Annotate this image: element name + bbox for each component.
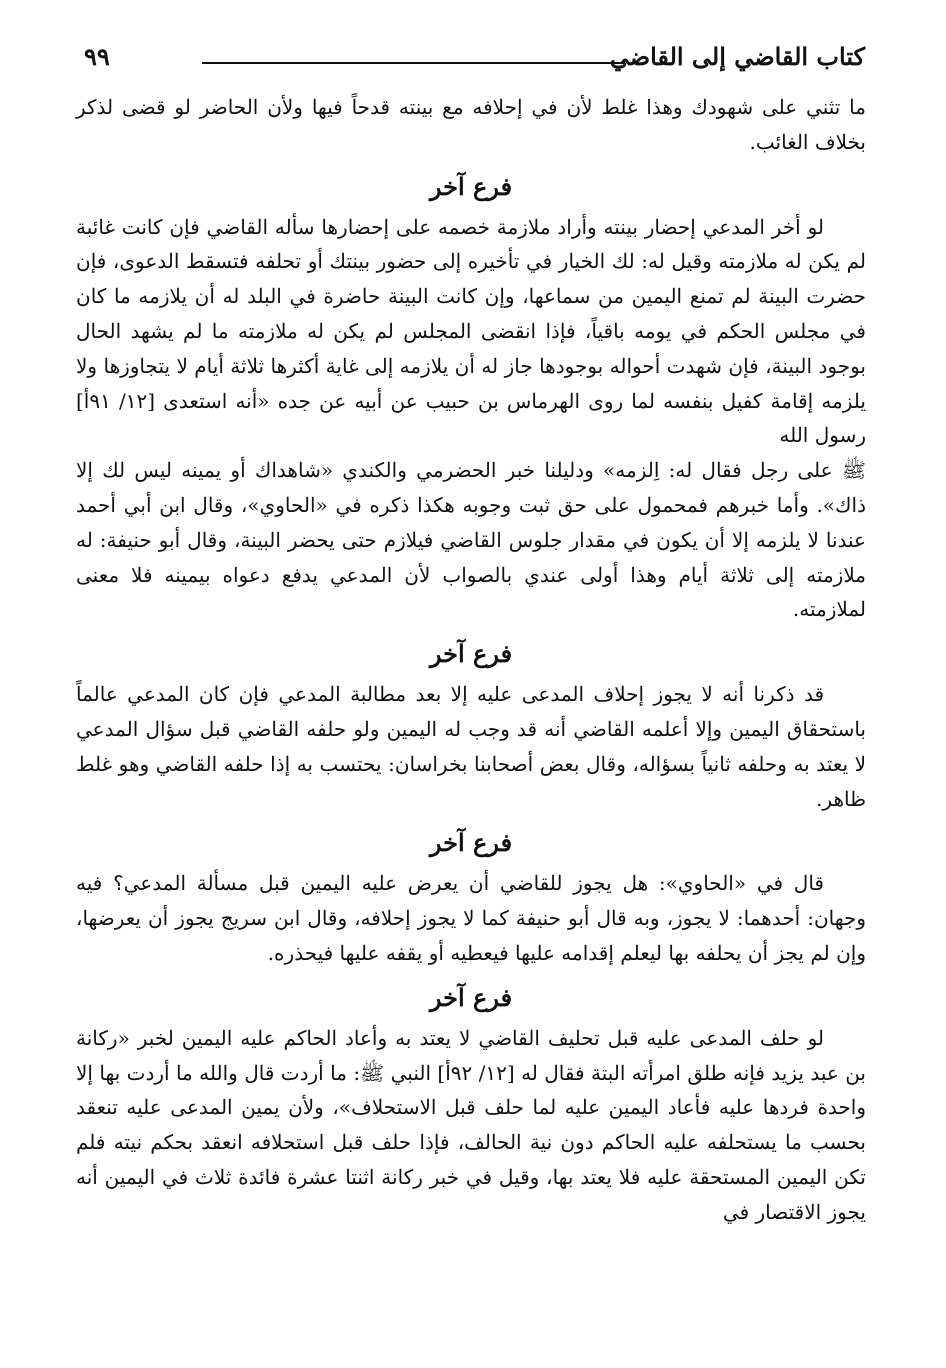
paragraph: لو أخر المدعي إحضار بينته وأراد ملازمة خصمه على إحضارها سأله القاضي فإن كانت غائبة لم يكن له ملازمته وقيل له: لك الخيار في تأخيره إلى حضور بينتك أو تحلفه فتسقط الدعوى، فإن حضرت البينة لم تمنع اليمين من سماعها، وإن كانت البينة حاضرة في البلد له أن يلازمه ما كان في مجلس الحكم في يومه باقياً، فإذا انقضى المجلس لم يكن له ملازمته ما لم يشهد الحال بوجود البينة، فإن شهدت أحواله بوجودها جاز له أن يلازمه إلى غاية أكثرها ثلاثة أيام لا يتجاوزها ولا يلزمه إقامة كفيل بنفسه لما روى الهرماس بن حبيب عن أبيه عن جده «أنه استعدى [١٢/ ٩١أ] رسول الله [76,214,867,448]
paragraph: لو حلف المدعى عليه قبل تحليف القاضي لا يعتد به وأعاد الحاكم عليه اليمين لخبر «ركانة بن عبد يزيد فإنه طلق امرأته البتة فقال له [١٢/ ٩٢أ] النبي ﷺ: ما أردت قال والله ما أردت بها إلا واحدة فردها عليه فأعاد اليمين عليه لما حلف قبل الاستحلاف»، ولأن يمين المدعى عليه تنعقد بحسب ما يستحلفه عليه الحاكم دون نية الحالف، فإذا حلف قبل استحلافه انعقد بحكم نيته فلم تكن اليمين المستحقة عليه فلا يعتد بها، وقيل في خبر ركانة اثنتا عشرة فائدة ثلاث في اليمين أنه يجوز الاقتصار في [76,1025,866,1224]
header-rule [202,62,623,64]
paragraph: قال في «الحاوي»: هل يجوز للقاضي أن يعرض عليه اليمين قبل مسألة المدعي؟ فيه وجهان: أحدهما: لا يجوز، وبه قال أبو حنيفة كما لا يجوز إحلافه، وقال ابن سريج يجوز أن يعرضها، وإن لم يجز أن يحلفه بها ليعلم إقدامه عليها فيعطيه أو يقفه عليها فيحذره. [76,871,866,965]
section-heading: فرع آخر [429,639,513,669]
page-number: ٩٩ [84,42,110,71]
paragraph-continuation: ما تثني على شهودك وهذا غلط لأن في إحلافه مع بينته قدحاً فيها ولأن الحاضر لو قضى لذكر بخلاف الغائب. [76,95,866,154]
page-body [76,90,866,1230]
paragraph: قد ذكرنا أنه لا يجوز إحلاف المدعى عليه إلا بعد مطالبة المدعي فإن كان المدعي عالماً باستحقاق اليمين وإلا أعلمه القاضي أنه قد وجب له اليمين ولو حلفه القاضي قبل سؤال المدعي لا يعتد به وحلفه ثانياً بسؤاله، وقال بعض أصحابنا بخراسان: يحتسب به إذا حلفه القاضي وهو غلط ظاهر. [76,682,866,811]
book-title: كتاب القاضي إلى القاضي [609,42,865,71]
section-heading: فرع آخر [429,171,513,201]
section-heading: فرع آخر [429,982,513,1012]
section-heading: فرع آخر [429,828,513,858]
paragraph: ﷺ على رجل فقال له: اِلزمه» ودليلنا خبر الحضرمي والكندي «شاهداك أو يمينه ليس لك إلا ذاك». وأما خبرهم فمحمول على حق ثبت وجوبه هكذا ذكره في «الحاوي»، وقال ابن أبي أحمد عندنا لا يلزمه إلا أن يكون في مقدار جلوس القاضي فيلازم حتى يحضر البينة، وقال أبو حنيفة: له ملازمته إلى ثلاثة أيام وهذا أولى عندي بالصواب لأن المدعي يدفع دعواه بيمينه فلا معنى لملازمته. [76,458,866,622]
running-header [70,36,865,76]
